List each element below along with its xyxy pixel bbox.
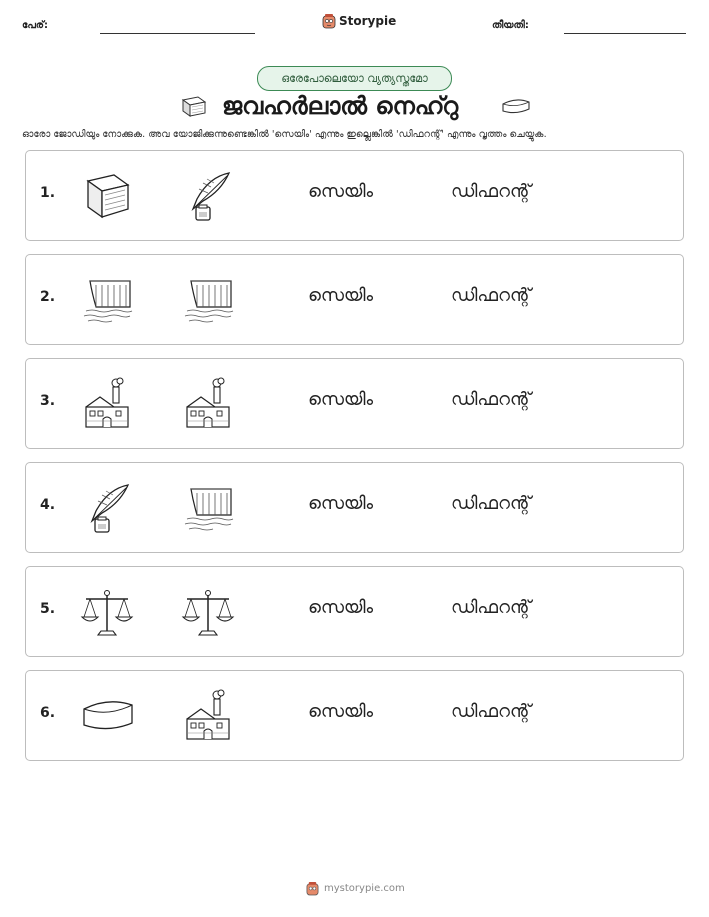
option-different[interactable]: ഡിഫറന്റ് [451, 285, 532, 306]
title-row [0, 92, 709, 122]
brand-logo [322, 13, 396, 29]
option-same[interactable]: സെയിം [308, 389, 374, 410]
option-different[interactable]: ഡിഫറന്റ് [451, 701, 532, 722]
dam-icon [181, 273, 235, 327]
brand-name: Storypie [339, 14, 397, 28]
factory-icon [181, 377, 235, 431]
dam-icon [80, 273, 134, 327]
page-title: ജവഹർലാൽ നെഹ്റു [222, 92, 459, 120]
option-different[interactable]: ഡിഫറന്റ് [451, 597, 532, 618]
question-number: 6. [40, 705, 56, 721]
dam-icon [181, 481, 235, 535]
date-line[interactable] [564, 33, 686, 34]
name-line[interactable] [100, 33, 255, 34]
question-row [25, 358, 684, 449]
option-different[interactable]: ഡിഫറന്റ് [451, 389, 532, 410]
instructions: ഓരോ ജോഡിയും നോക്കുക. അവ യോജിക്കുന്നുണ്ടെങ്കിൽ 'സെയിം' എന്നും ഇല്ലെങ്കിൽ 'ഡിഫറന്റ്' എന്നും വൃത്തം ചെയ്യുക. [22, 129, 547, 140]
factory-icon [181, 689, 235, 743]
scale-icon [80, 585, 134, 639]
footer-url[interactable]: mystorypie.com [324, 883, 405, 894]
option-same[interactable]: സെയിം [308, 701, 374, 722]
storypie-mascot-icon [306, 881, 319, 896]
cap-icon [500, 96, 532, 116]
question-row [25, 566, 684, 657]
factory-icon [80, 377, 134, 431]
question-number: 3. [40, 393, 56, 409]
storypie-mascot-icon [322, 13, 336, 29]
question-number: 1. [40, 185, 56, 201]
option-same[interactable]: സെയിം [308, 285, 374, 306]
book-icon [180, 94, 208, 118]
book-icon [80, 169, 134, 223]
quill-icon [80, 481, 134, 535]
question-number: 5. [40, 601, 56, 617]
option-same[interactable]: സെയിം [308, 597, 374, 618]
option-different[interactable]: ഡിഫറന്റ് [451, 181, 532, 202]
quill-icon [181, 169, 235, 223]
date-label: തീയതി: [492, 20, 529, 31]
option-same[interactable]: സെയിം [308, 493, 374, 514]
question-row [25, 254, 684, 345]
cap-icon [80, 689, 134, 743]
question-row [25, 670, 684, 761]
question-row [25, 150, 684, 241]
option-different[interactable]: ഡിഫറന്റ് [451, 493, 532, 514]
footer [306, 881, 405, 896]
worksheet-type-badge: ഒരേപോലെയോ വ്യത്യസ്തമോ [257, 66, 452, 91]
question-row [25, 462, 684, 553]
question-number: 2. [40, 289, 56, 305]
name-label: പേര്: [22, 20, 48, 31]
question-number: 4. [40, 497, 56, 513]
option-same[interactable]: സെയിം [308, 181, 374, 202]
scale-icon [181, 585, 235, 639]
